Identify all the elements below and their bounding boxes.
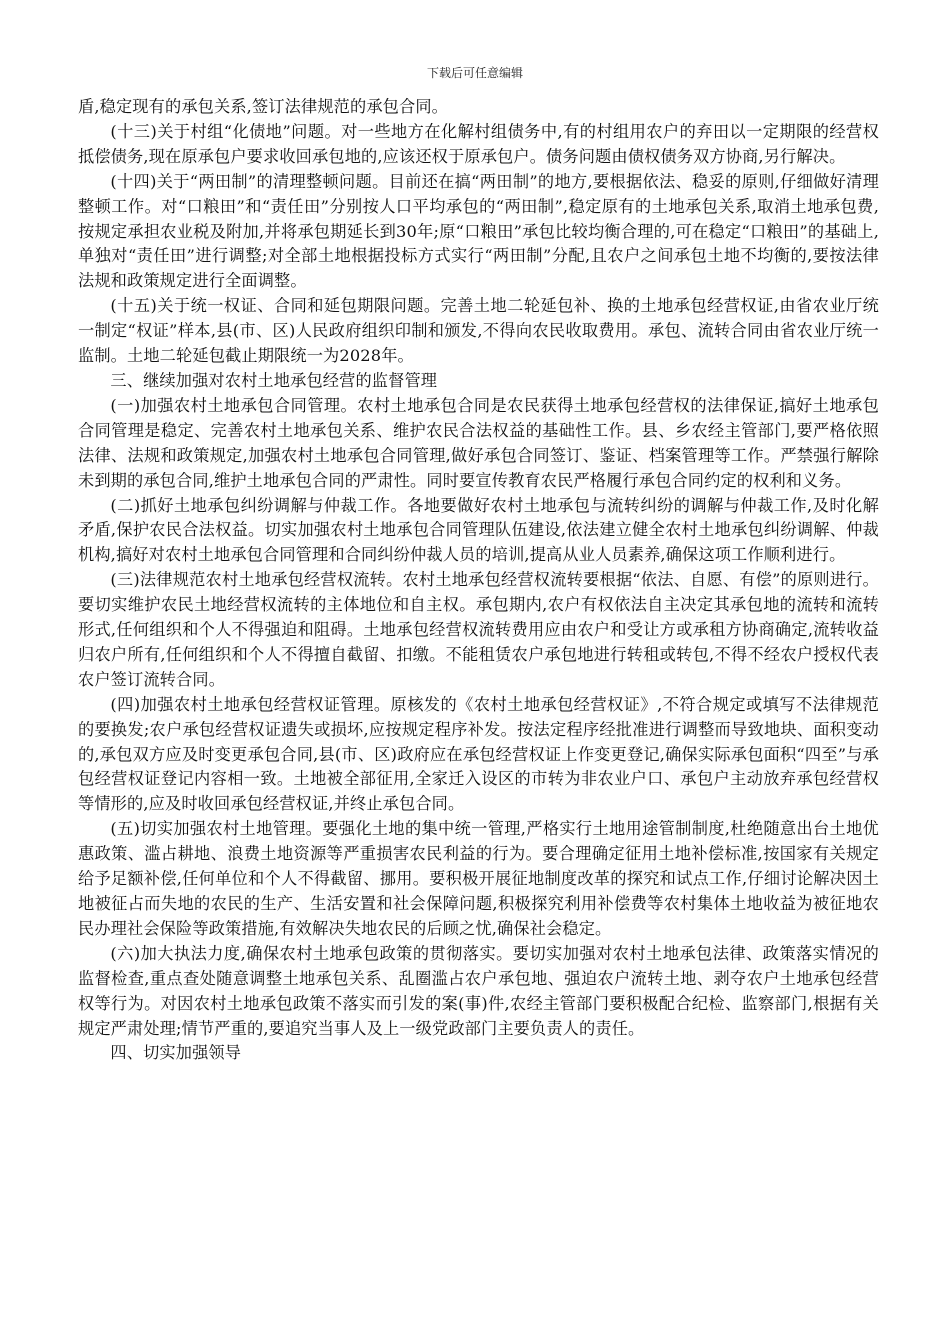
paragraph-item-13: (十三)关于村组“化债地”问题。对一些地方在化解村组债务中,有的村组用农户的弃田以一定期限的经营权抵偿债务,现在原承包户要求收回承包地的,应该还权于原承包户。债务问题由债权债务双方协商,另行解决。 <box>78 121 879 166</box>
paragraph-item-6: (六)加大执法力度,确保农村土地承包政策的贯彻落实。要切实加强对农村土地承包法律、政策落实情况的监督检查,重点查处随意调整土地承包关系、乱圈滥占农户承包地、强迫农户流转土地、剥夺农户土地承包经营权等行为。对因农村土地承包政策不落实而引发的案(事)件,农经主管部门要积极配合纪检、监察部门,根据有关规定严肃处理;情节严重的,要追究当事人及上一级党政部门主要负责人的责任。 <box>78 943 879 1038</box>
document-body <box>78 95 879 1066</box>
paragraph-item-3: (三)法律规范农村土地承包经营权流转。农村土地承包经营权流转要根据“依法、自愿、有偿”的原则进行。要切实维护农民土地经营权流转的主体地位和自主权。承包期内,农户有权依法自主决定其承包地的流转和流转形式,任何组织和个人不得强迫和阻碍。土地承包经营权流转费用应由农户和受让方或承租方协商确定,流转收益归农户所有,任何组织和个人不得擅自截留、扣缴。不能租赁农户承包地进行转租或转包,不得不经农户授权代表农户签订流转合同。 <box>78 570 879 689</box>
section-heading-4: 四、切实加强领导 <box>110 1043 242 1063</box>
paragraph-item-2: (二)抓好土地承包纠纷调解与仲裁工作。各地要做好农村土地承包与流转纠纷的调解与仲裁工作,及时化解矛盾,保护农民合法权益。切实加强农村土地承包合同管理队伍建设,依法建立健全农村土地承包纠纷调解、仲裁机构,搞好对农村土地承包合同管理和合同纠纷仲裁人员的培训,提高从业人员素养,确保这项工作顺利进行。 <box>78 495 879 565</box>
paragraph-continuation: 盾,稳定现有的承包关系,签订法律规范的承包合同。 <box>78 97 449 116</box>
paragraph-item-15: (十五)关于统一权证、合同和延包期限问题。完善土地二轮延包补、换的土地承包经营权证,由省农业厅统一制定“权证”样本,县(市、区)人民政府组织印制和颁发,不得向农民收取费用。承包、流转合同由省农业厅统一监制。土地二轮延包截止期限统一为2028年。 <box>78 296 879 366</box>
section-heading-3: 三、继续加强对农村土地承包经营的监督管理 <box>110 370 438 390</box>
page-header: 下载后可任意编辑 <box>426 66 523 80</box>
paragraph-item-1: (一)加强农村土地承包合同管理。农村土地承包合同是农民获得土地承包经营权的法律保证,搞好土地承包合同管理是稳定、完善农村土地承包关系、维护农民合法权益的基础性工作。县、乡农经主管部门,要严格依照法律、法规和政策规定,加强农村土地承包合同管理,做好承包合同签订、鉴证、档案管理等工作。严禁强行解除未到期的承包合同,维护土地承包合同的严肃性。同时要宣传教育农民严格履行承包合同约定的权利和义务。 <box>78 395 879 490</box>
paragraph-item-14: (十四)关于“两田制”的清理整顿问题。目前还在搞“两田制”的地方,要根据依法、稳妥的原则,仔细做好清理整顿工作。对“口粮田”和“责任田”分别按人口平均承包的“两田制”,稳定原有的土地承包关系,取消土地承包费,按规定承担农业税及附加,并将承包期延长到30年;原“口粮田”承包比较均衡合理的,可在稳定“口粮田”的基础上,单独对“责任田”进行调整;对全部土地根据投标方式实行“两田制”分配,且农户之间承包土地不均衡的,要按法律法规和政策规定进行全面调整。 <box>78 171 879 291</box>
paragraph-item-5: (五)切实加强农村土地管理。要强化土地的集中统一管理,严格实行土地用途管制制度,杜绝随意出台土地优惠政策、滥占耕地、浪费土地资源等严重损害农民利益的行为。要合理确定征用土地补偿标准,按国家有关规定给予足额补偿,任何单位和个人不得截留、挪用。要积极开展征地制度改革的探究和试点工作,仔细讨论解决因土地被征占而失地的农民的生产、生活安置和社会保障问题,积极探究利用补偿费等农村集体土地收益为被征地农民办理社会保险等政策措施,有效解决失地农民的后顾之忧,确保社会稳定。 <box>78 819 879 938</box>
paragraph-item-4: (四)加强农村土地承包经营权证管理。原核发的《农村土地承包经营权证》,不符合规定或填写不法律规范的要换发;农户承包经营权证遗失或损坏,应按规定程序补发。按法定程序经批准进行调整而导致地块、面积变动的,承包双方应及时变更承包合同,县(市、区)政府应在承包经营权证上作变更登记,确保实际承包面积“四至”与承包经营权证登记内容相一致。土地被全部征用,全家迁入设区的市转为非农业户口、承包户主动放弃承包经营权等情形的,应及时收回承包经营权证,并终止承包合同。 <box>78 694 879 814</box>
